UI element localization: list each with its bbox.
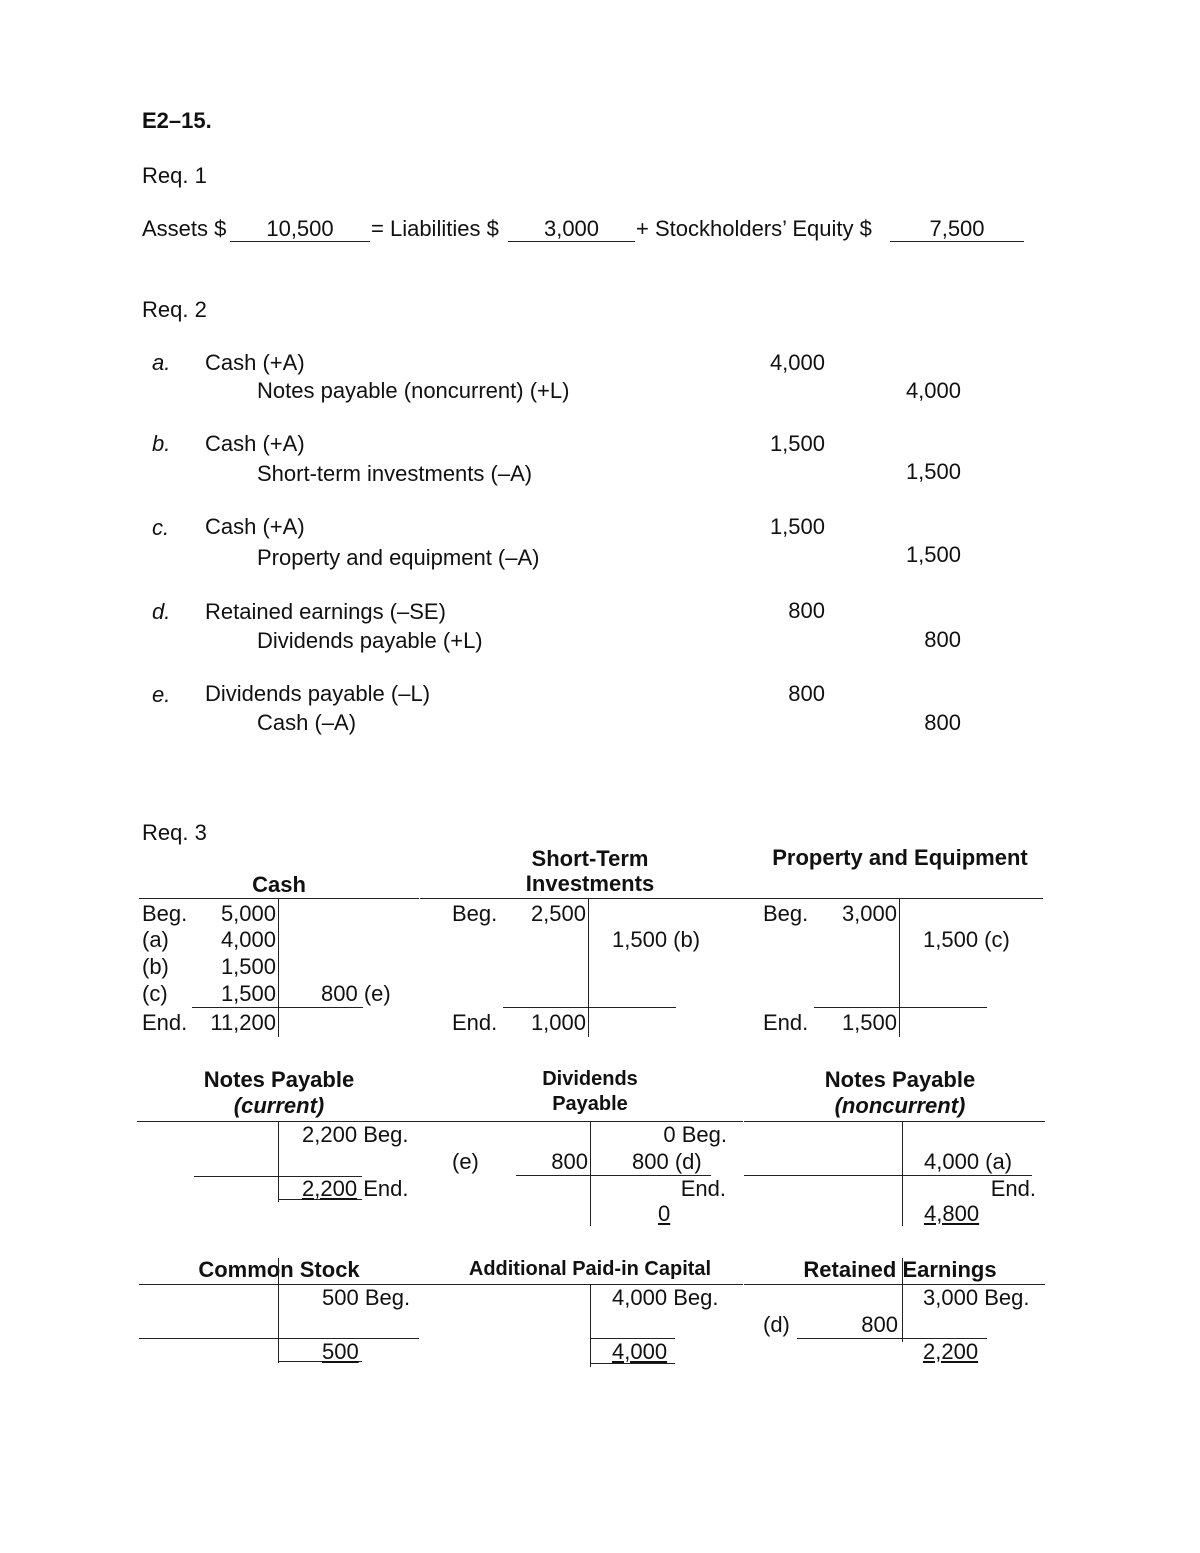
liabilities-value: 3,000 — [508, 218, 635, 242]
credit-amount: 1,500 — [905, 542, 961, 567]
beg-entry — [612, 1287, 718, 1309]
credit-amount: 4,000 — [905, 378, 961, 403]
end-label: End. — [680, 1176, 726, 1201]
debit-account: Dividends payable (–L) — [205, 681, 431, 706]
assets-value: 10,500 — [230, 218, 370, 242]
entry-letter: c. — [152, 515, 170, 540]
t-account-title-line2: Payable — [552, 1093, 628, 1115]
beg-balance: 2,200 — [302, 1122, 358, 1147]
credit-account: Cash (–A) — [257, 710, 357, 735]
equity-label: + Stockholders’ Equity $ — [636, 216, 872, 241]
beg-label: Beg. — [364, 1285, 411, 1310]
credit-value: 4,000 (a) — [924, 1149, 1013, 1174]
end-label: End. — [990, 1176, 1036, 1201]
credit-account: Notes payable (noncurrent) (+L) — [257, 378, 570, 403]
end-balance: 4,800 — [924, 1201, 980, 1226]
debit-value: 4,000 — [220, 927, 276, 952]
beg-entry — [322, 1287, 410, 1309]
t-account-title-line2: Investments — [525, 871, 655, 896]
debit-value: 1,500 — [220, 981, 276, 1006]
credit-account: Dividends payable (+L) — [257, 628, 483, 653]
debit-amount: 1,500 — [769, 431, 825, 456]
row-label: (a) — [142, 927, 169, 952]
beg-label: Beg. — [452, 901, 498, 926]
end-label: End. — [363, 1176, 409, 1201]
beg-label: Beg. — [363, 1122, 409, 1147]
beg-balance: 500 — [322, 1285, 359, 1310]
credit-value: 800 (d) — [632, 1149, 702, 1174]
debit-value: 1,500 — [220, 954, 276, 979]
debit-account: Retained earnings (–SE) — [205, 599, 446, 624]
beg-balance: 3,000 — [923, 1285, 979, 1310]
beg-entry — [600, 1124, 727, 1146]
liabilities-label: = Liabilities $ — [371, 216, 499, 241]
t-account-title-line2: (current) — [233, 1093, 325, 1118]
debit-value: 800 — [861, 1312, 898, 1337]
t-account-title-line2: (noncurrent) — [834, 1093, 966, 1118]
credit-value: 1,500 (b) — [612, 927, 701, 952]
assets-label: Assets $ — [142, 216, 227, 241]
credit-value: 1,500 (c) — [923, 927, 1010, 952]
equity-value: 7,500 — [890, 218, 1024, 242]
t-account-title: Property and Equipment — [772, 845, 1028, 870]
t-account-title: Cash — [252, 872, 306, 897]
debit-value: 800 — [551, 1149, 588, 1174]
credit-value: 800 (e) — [321, 981, 391, 1006]
beg-label: Beg. — [984, 1285, 1030, 1310]
beg-label: Beg. — [763, 901, 809, 926]
beg-entry — [302, 1124, 408, 1146]
beg-balance: 0 — [663, 1122, 676, 1147]
beg-label: Beg. — [673, 1285, 719, 1310]
debit-label: (d) — [763, 1312, 790, 1337]
end-label: End. — [142, 1010, 188, 1035]
beg-balance: 3,000 — [841, 901, 897, 926]
end-entry — [302, 1178, 408, 1200]
debit-amount: 800 — [788, 681, 825, 706]
entry-letter: d. — [152, 599, 171, 624]
credit-account: Property and equipment (–A) — [257, 545, 540, 570]
entry-letter: a. — [152, 350, 171, 375]
beg-label: Beg. — [681, 1122, 727, 1147]
row-label: (b) — [142, 954, 169, 979]
entry-letter: e. — [152, 682, 171, 707]
t-account-title: Additional Paid-in Capital — [468, 1258, 712, 1280]
t-account-title-line1: Short-Term — [531, 846, 649, 871]
end-balance: 1,500 — [841, 1010, 897, 1035]
t-account-title: Retained Earnings — [803, 1257, 997, 1282]
credit-amount: 1,500 — [905, 459, 961, 484]
end-balance: 2,200 — [923, 1339, 979, 1364]
t-account-title-line1: Notes Payable — [203, 1067, 355, 1092]
credit-amount: 800 — [924, 627, 961, 652]
end-balance: 500 — [322, 1339, 359, 1364]
row-label: Beg. — [142, 901, 188, 926]
debit-label: (e) — [452, 1149, 479, 1174]
end-balance: 1,000 — [530, 1010, 586, 1035]
debit-amount: 4,000 — [769, 350, 825, 375]
debit-amount: 800 — [788, 598, 825, 623]
beg-entry — [923, 1287, 1029, 1309]
debit-amount: 1,500 — [769, 514, 825, 539]
row-label: (c) — [142, 981, 168, 1006]
end-balance: 11,200 — [210, 1010, 276, 1035]
req3-heading: Req. 3 — [142, 820, 207, 845]
debit-account: Cash (+A) — [205, 431, 305, 456]
end-balance: 4,000 — [612, 1339, 668, 1364]
req2-heading: Req. 2 — [142, 297, 207, 322]
credit-amount: 800 — [924, 710, 961, 735]
end-balance: 0 — [658, 1201, 671, 1226]
debit-account: Cash (+A) — [205, 514, 305, 539]
req1-heading: Req. 1 — [142, 163, 207, 188]
t-account-title: Common Stock — [198, 1257, 360, 1282]
debit-account: Cash (+A) — [205, 350, 305, 375]
entry-letter: b. — [152, 431, 171, 456]
debit-value: 5,000 — [220, 901, 276, 926]
exercise-title: E2–15. — [142, 108, 212, 133]
credit-account: Short-term investments (–A) — [257, 461, 533, 486]
t-account-title-line1: Notes Payable — [824, 1067, 976, 1092]
end-label: End. — [452, 1010, 498, 1035]
end-label: End. — [763, 1010, 809, 1035]
t-account-title-line1: Dividends — [542, 1068, 638, 1090]
end-balance: 2,200 — [302, 1176, 358, 1201]
beg-balance: 2,500 — [530, 901, 586, 926]
beg-balance: 4,000 — [612, 1285, 668, 1310]
